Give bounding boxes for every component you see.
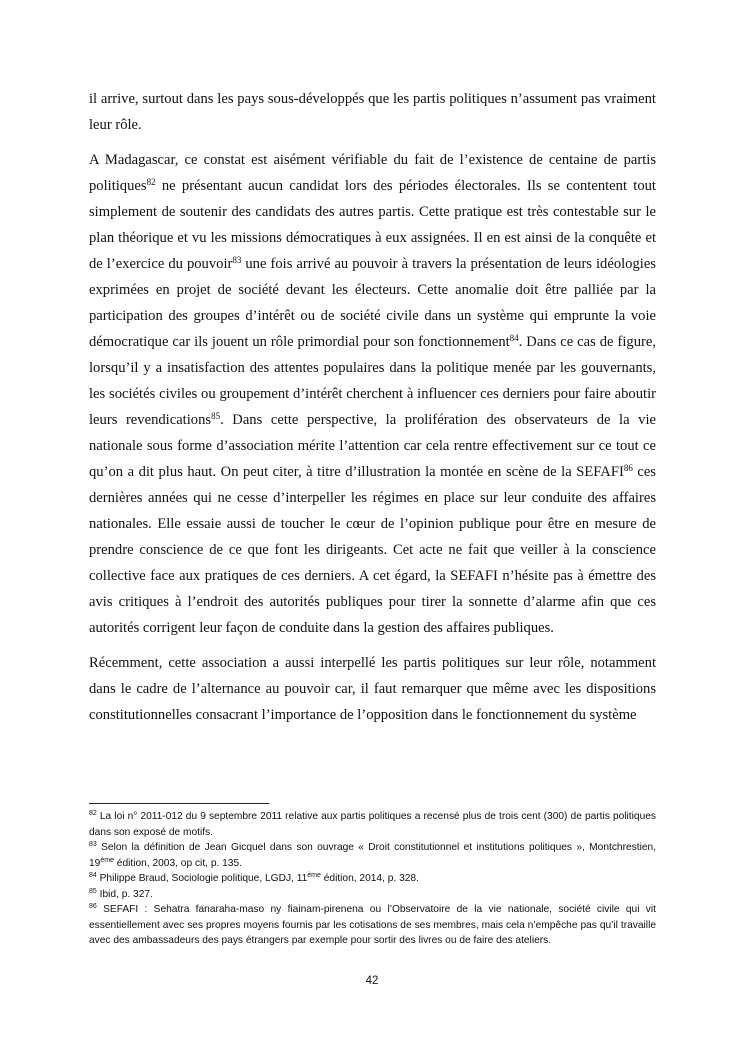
paragraph: [89, 86, 656, 138]
footnote-number: 86: [89, 903, 97, 910]
text-segment: Selon la définition de Jean Gicquel dans son ouvrage « Droit constitutionnel et institutions politiques », Montchrestien, 19: [89, 842, 656, 869]
footnote-number: 84: [89, 872, 97, 879]
footnote-number: 85: [89, 887, 97, 895]
footnotes: [89, 809, 656, 949]
footnote: [89, 871, 656, 887]
footnote: [89, 902, 656, 949]
text-segment: A Madagascar, ce constat est aisément vérifiable du fait de l’existence de centaine de partis politiques: [89, 152, 656, 194]
footnote-number: 82: [89, 810, 97, 817]
text-segment: Philippe Braud, Sociologie politique, LGDJ, 11: [96, 873, 308, 884]
paragraph: [89, 147, 656, 641]
footnote-number: 83: [89, 841, 97, 848]
text-segment: Ibid, p. 327.: [96, 888, 153, 900]
footnote-reference: 82: [146, 177, 156, 187]
footnote: [89, 809, 656, 840]
paragraph: [89, 650, 656, 728]
text-segment: édition, 2003, op cit, p. 135.: [113, 857, 242, 869]
text-segment: SEFAFI : Sehatra fanaraha-maso ny fiainam-pirenena ou l’Observatoire de la vie nationale, société civile qui vit essentiellement avec ses propres moyens fournis par les cotisations de ses membres, mais cela n’empêche pas qu’il travaille avec des ambassadeurs des pays étrangers par exemple pour sortir des livres ou de faire des ateliers.: [89, 904, 656, 946]
footnote-separator: [89, 803, 269, 804]
text-segment: . Dans cette perspective, la prolifération des observateurs de la vie nationale sous forme d’association mérite l’attention car cela rentre effectivement sur ce tout ce qu’on a dit plus haut. On peut citer, à titre d’illustration la montée en scène de la SEFAFI: [89, 412, 657, 480]
text-segment: ne présentant aucun candidat lors des périodes électorales. Ils se contentent tout simplement de soutenir des candidats des autres partis. Cette pratique est très contestable sur le plan théorique et vu les missions démocratiques à eux assignées. Il en est ainsi de la conquête et de l’exercice du pouvoir: [89, 178, 656, 272]
body-text: [89, 86, 656, 737]
footnote: [89, 887, 656, 903]
text-segment: ces dernières années qui ne cesse d’interpeller les régimes en place sur leur conduite des affaires nationales. Elle essaie aussi de toucher le cœur de l’opinion publique pour être en mesure de prendre conscience de ce que font les dirigeants. Cet acte ne fait que veiller à la conscience collective face aux pratiques de ces derniers. A cet égard, la SEFAFI n’hésite pas à émettre des avis critiques à l’endroit des autorités publiques pour tirer la sonnette d’alarme afin que ces autorités corrigent leur façon de conduite dans la gestion des affaires publiques.: [89, 464, 656, 636]
text-segment: . Dans ce cas de figure, lorsqu’il y a insatisfaction des attentes populaires dans la politique menée par les gouvernants, les sociétés civiles ou groupement d’intérêt cherchent à influencer ces derniers pour faire aboutir leurs revendications: [89, 334, 656, 428]
text-segment: Récemment, cette association a aussi interpellé les partis politiques sur leur rôle, notamment dans le cadre de l’alternance au pouvoir car, il faut remarquer que même avec les dispositions constitutionnelles consacrant l’importance de l’opposition dans le fonctionnement du système: [89, 655, 656, 723]
text-segment: édition, 2014, p. 328.: [320, 873, 419, 884]
footnote: [89, 840, 656, 871]
text-segment: il arrive, surtout dans les pays sous-développés que les partis politiques n’assument pas vraiment leur rôle.: [89, 91, 656, 133]
footnote-reference: 84: [509, 333, 519, 343]
footnote-reference: 85: [211, 411, 221, 421]
text-segment: La loi n° 2011-012 du 9 septembre 2011 relative aux partis politiques a recensé plus de trois cent (300) de partis politiques dans son exposé de motifs.: [89, 811, 656, 838]
footnote-reference: 86: [623, 463, 633, 473]
footnote-reference: 83: [232, 255, 242, 265]
page-number: 42: [365, 975, 379, 987]
footnote-reference: ème: [100, 856, 114, 864]
footnote-reference: ème: [307, 872, 321, 879]
text-segment: une fois arrivé au pouvoir à travers la présentation de leurs idéologies exprimées en projet de société devant les électeurs. Cette anomalie doit être palliée par la participation des groupes d’intérêt ou de société civile dans un système qui emprunte la voie démocratique car ils jouent un rôle primordial pour son fonctionnement: [89, 256, 656, 350]
